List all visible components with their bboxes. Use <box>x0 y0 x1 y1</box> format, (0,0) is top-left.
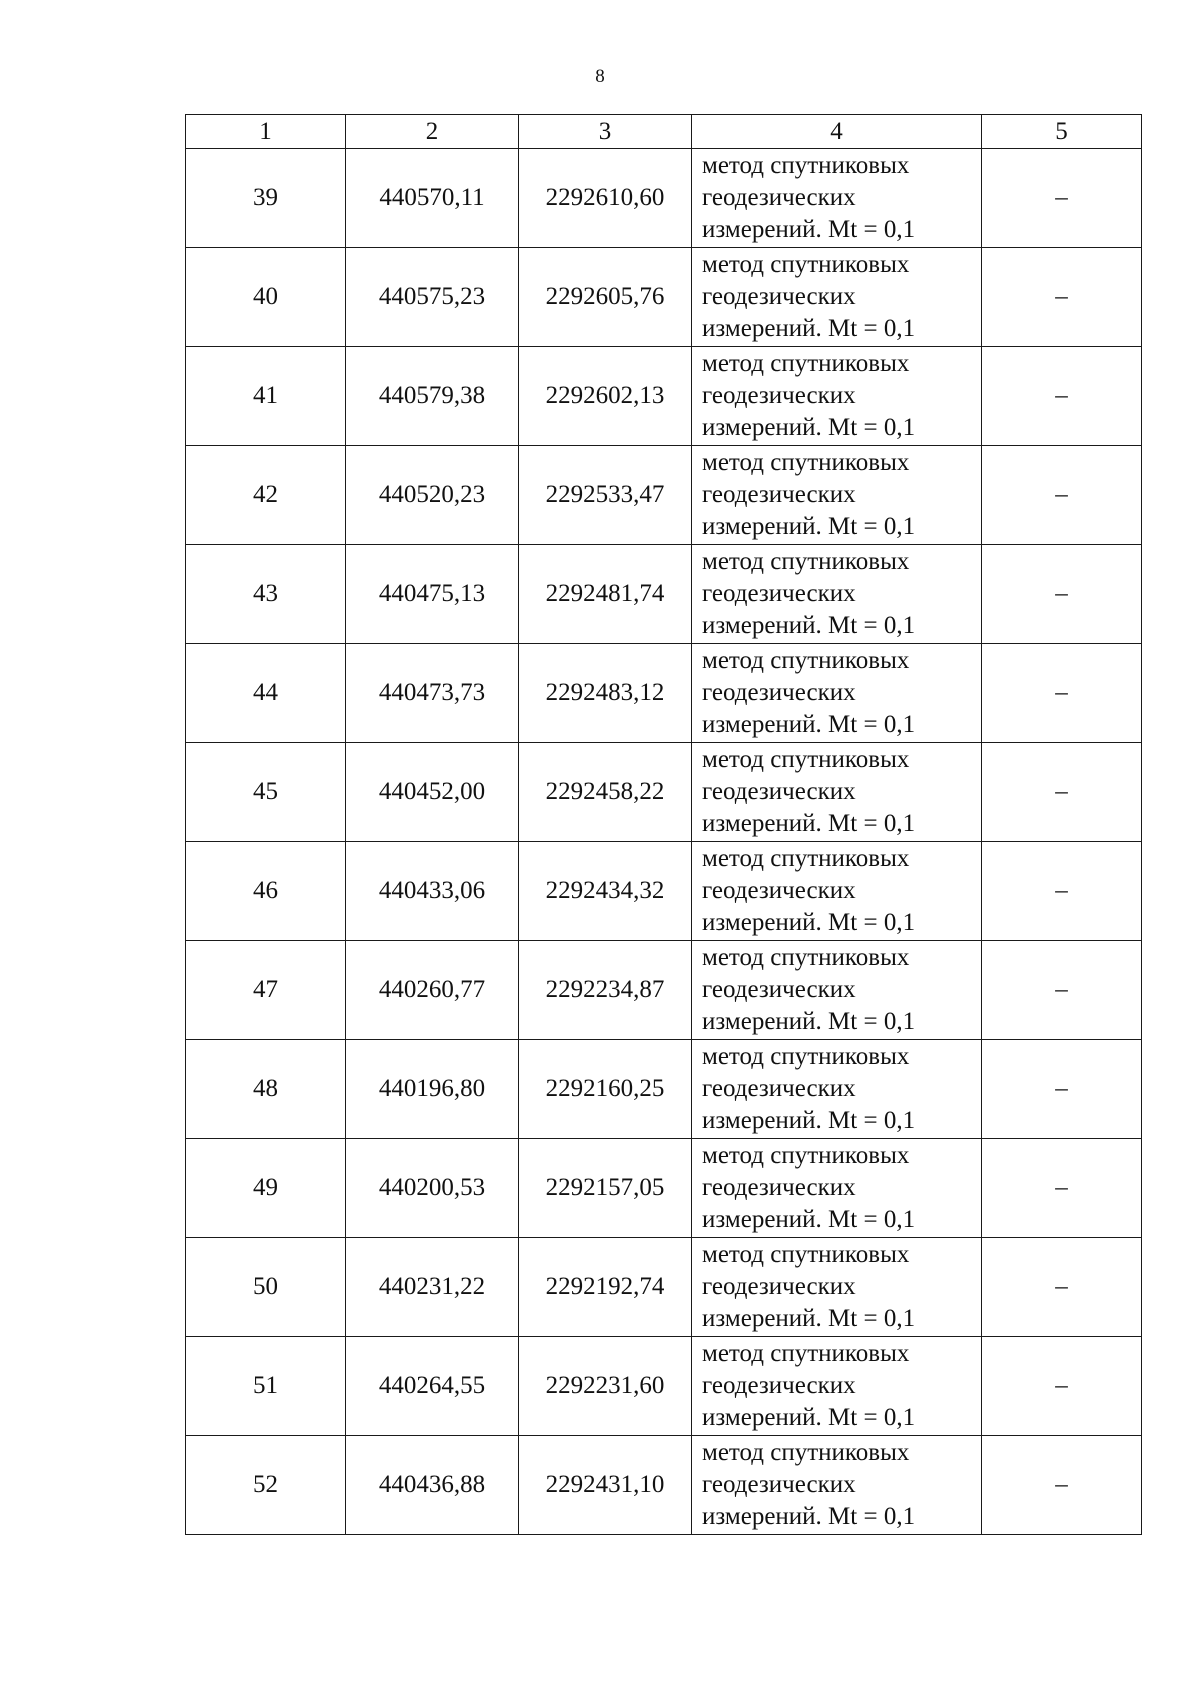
method-text-line: измерений. Mt = 0,1 <box>702 216 916 243</box>
y-coordinate-cell: 2292157,05 <box>519 1139 692 1238</box>
y-coordinate-cell: 2292431,10 <box>519 1436 692 1535</box>
method-text-line: геодезических <box>702 382 856 409</box>
x-coordinate-cell: 440520,23 <box>346 446 519 545</box>
x-coordinate-cell: 440473,73 <box>346 644 519 743</box>
x-coordinate-cell: 440436,88 <box>346 1436 519 1535</box>
x-coordinate-cell: 440575,23 <box>346 248 519 347</box>
point-number-cell: 48 <box>186 1040 346 1139</box>
x-coordinate-cell: 440260,77 <box>346 941 519 1040</box>
method-text-line: метод спутниковых <box>702 1241 910 1268</box>
method-text-line: метод спутниковых <box>702 647 910 674</box>
method-text-line: геодезических <box>702 184 856 211</box>
method-cell <box>692 1337 982 1436</box>
method-text-line: метод спутниковых <box>702 251 910 278</box>
y-coordinate-cell: 2292605,76 <box>519 248 692 347</box>
method-cell <box>692 1139 982 1238</box>
method-cell <box>692 545 982 644</box>
method-text-line: измерений. Mt = 0,1 <box>702 909 916 936</box>
point-number-cell: 46 <box>186 842 346 941</box>
note-cell: – <box>982 842 1142 941</box>
point-number-cell: 51 <box>186 1337 346 1436</box>
table-body <box>186 149 1142 1535</box>
y-coordinate-cell: 2292231,60 <box>519 1337 692 1436</box>
x-coordinate-cell: 440231,22 <box>346 1238 519 1337</box>
x-coordinate-cell: 440196,80 <box>346 1040 519 1139</box>
y-coordinate-cell: 2292160,25 <box>519 1040 692 1139</box>
note-cell: – <box>982 1238 1142 1337</box>
note-cell: – <box>982 644 1142 743</box>
y-coordinate-cell: 2292610,60 <box>519 149 692 248</box>
table-row <box>186 1238 1142 1337</box>
table-row <box>186 248 1142 347</box>
x-coordinate-cell: 440264,55 <box>346 1337 519 1436</box>
note-cell: – <box>982 446 1142 545</box>
note-cell: – <box>982 941 1142 1040</box>
x-coordinate-cell: 440433,06 <box>346 842 519 941</box>
point-number-cell: 40 <box>186 248 346 347</box>
table-row <box>186 545 1142 644</box>
note-cell: – <box>982 248 1142 347</box>
method-text-line: геодезических <box>702 1075 856 1102</box>
method-text-line: измерений. Mt = 0,1 <box>702 1107 916 1134</box>
method-cell <box>692 1436 982 1535</box>
y-coordinate-cell: 2292192,74 <box>519 1238 692 1337</box>
method-text-line: геодезических <box>702 877 856 904</box>
method-text-line: метод спутниковых <box>702 449 910 476</box>
point-number-cell: 41 <box>186 347 346 446</box>
method-text-line: метод спутниковых <box>702 746 910 773</box>
note-cell: – <box>982 1139 1142 1238</box>
header-row <box>186 115 1142 149</box>
y-coordinate-cell: 2292602,13 <box>519 347 692 446</box>
y-coordinate-cell: 2292483,12 <box>519 644 692 743</box>
x-coordinate-cell: 440579,38 <box>346 347 519 446</box>
method-text-line: измерений. Mt = 0,1 <box>702 711 916 738</box>
y-coordinate-cell: 2292434,32 <box>519 842 692 941</box>
method-text-line: геодезических <box>702 1273 856 1300</box>
x-coordinate-cell: 440570,11 <box>346 149 519 248</box>
method-cell <box>692 248 982 347</box>
method-cell <box>692 446 982 545</box>
header-col-2: 2 <box>346 115 519 149</box>
method-text-line: измерений. Mt = 0,1 <box>702 414 916 441</box>
method-text-line: измерений. Mt = 0,1 <box>702 810 916 837</box>
header-col-1: 1 <box>186 115 346 149</box>
method-text-line: измерений. Mt = 0,1 <box>702 315 916 342</box>
method-text-line: геодезических <box>702 1372 856 1399</box>
table-row <box>186 1436 1142 1535</box>
note-cell: – <box>982 347 1142 446</box>
table-row <box>186 1040 1142 1139</box>
coordinates-table <box>185 114 1142 1535</box>
point-number-cell: 39 <box>186 149 346 248</box>
method-text-line: геодезических <box>702 778 856 805</box>
method-cell <box>692 149 982 248</box>
header-col-3: 3 <box>519 115 692 149</box>
method-text-line: геодезических <box>702 976 856 1003</box>
method-cell <box>692 1238 982 1337</box>
method-text-line: геодезических <box>702 580 856 607</box>
method-text-line: измерений. Mt = 0,1 <box>702 1206 916 1233</box>
method-text-line: метод спутниковых <box>702 152 910 179</box>
method-text-line: геодезических <box>702 1174 856 1201</box>
point-number-cell: 50 <box>186 1238 346 1337</box>
y-coordinate-cell: 2292533,47 <box>519 446 692 545</box>
method-text-line: геодезических <box>702 481 856 508</box>
table-row <box>186 842 1142 941</box>
point-number-cell: 47 <box>186 941 346 1040</box>
method-text-line: метод спутниковых <box>702 1439 910 1466</box>
table-row <box>186 743 1142 842</box>
point-number-cell: 52 <box>186 1436 346 1535</box>
method-text-line: измерений. Mt = 0,1 <box>702 1008 916 1035</box>
page-number: 8 <box>595 66 605 87</box>
x-coordinate-cell: 440452,00 <box>346 743 519 842</box>
x-coordinate-cell: 440475,13 <box>346 545 519 644</box>
note-cell: – <box>982 1040 1142 1139</box>
method-text-line: метод спутниковых <box>702 350 910 377</box>
point-number-cell: 44 <box>186 644 346 743</box>
table-row <box>186 446 1142 545</box>
note-cell: – <box>982 545 1142 644</box>
method-text-line: геодезических <box>702 679 856 706</box>
note-cell: – <box>982 149 1142 248</box>
method-text-line: измерений. Mt = 0,1 <box>702 513 916 540</box>
method-text-line: метод спутниковых <box>702 845 910 872</box>
method-cell <box>692 644 982 743</box>
method-text-line: измерений. Mt = 0,1 <box>702 612 916 639</box>
method-text-line: измерений. Mt = 0,1 <box>702 1503 916 1530</box>
table-row <box>186 347 1142 446</box>
method-text-line: метод спутниковых <box>702 1340 910 1367</box>
y-coordinate-cell: 2292234,87 <box>519 941 692 1040</box>
y-coordinate-cell: 2292458,22 <box>519 743 692 842</box>
method-text-line: измерений. Mt = 0,1 <box>702 1404 916 1431</box>
header-col-5: 5 <box>982 115 1142 149</box>
table-row <box>186 1337 1142 1436</box>
point-number-cell: 42 <box>186 446 346 545</box>
point-number-cell: 49 <box>186 1139 346 1238</box>
table-row <box>186 941 1142 1040</box>
table-header <box>186 115 1142 149</box>
point-number-cell: 43 <box>186 545 346 644</box>
header-col-4: 4 <box>692 115 982 149</box>
x-coordinate-cell: 440200,53 <box>346 1139 519 1238</box>
note-cell: – <box>982 743 1142 842</box>
method-cell <box>692 347 982 446</box>
table-row <box>186 644 1142 743</box>
note-cell: – <box>982 1436 1142 1535</box>
method-cell <box>692 941 982 1040</box>
method-cell <box>692 743 982 842</box>
y-coordinate-cell: 2292481,74 <box>519 545 692 644</box>
method-cell <box>692 1040 982 1139</box>
method-text-line: метод спутниковых <box>702 1142 910 1169</box>
method-text-line: измерений. Mt = 0,1 <box>702 1305 916 1332</box>
point-number-cell: 45 <box>186 743 346 842</box>
method-cell <box>692 842 982 941</box>
note-cell: – <box>982 1337 1142 1436</box>
method-text-line: геодезических <box>702 1471 856 1498</box>
method-text-line: метод спутниковых <box>702 548 910 575</box>
table-row <box>186 149 1142 248</box>
table-row <box>186 1139 1142 1238</box>
method-text-line: геодезических <box>702 283 856 310</box>
method-text-line: метод спутниковых <box>702 944 910 971</box>
method-text-line: метод спутниковых <box>702 1043 910 1070</box>
